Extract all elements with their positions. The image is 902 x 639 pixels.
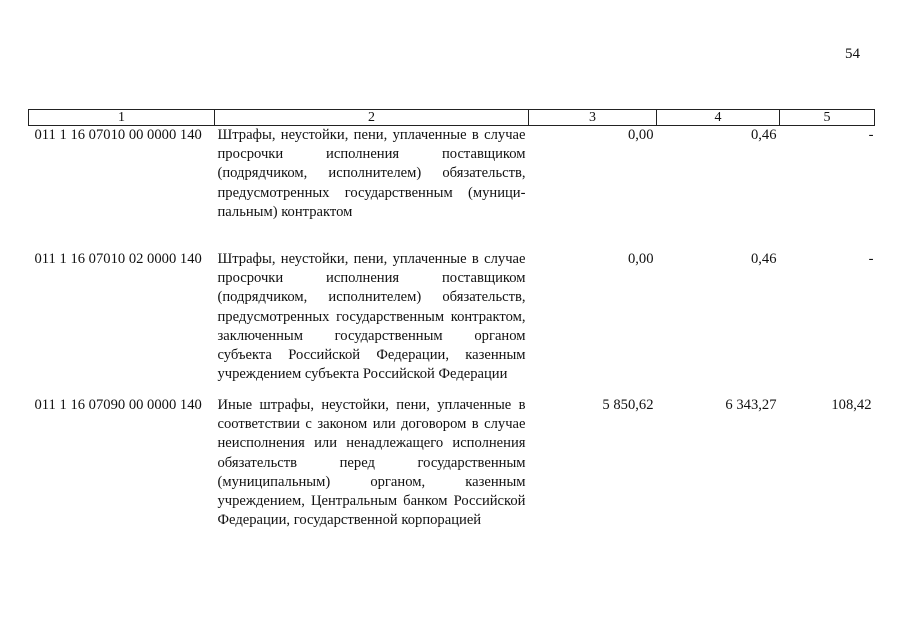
value-col-3: 0,00 <box>627 251 654 267</box>
budget-code: 011 1 16 07090 00 0000 140 <box>34 397 202 413</box>
value-col-5: - <box>868 251 874 267</box>
page-number: 54 <box>845 46 860 62</box>
revenue-table <box>28 109 875 546</box>
table-body <box>29 126 875 547</box>
value-col-4: 6 343,27 <box>725 397 777 413</box>
row-description: Иные штрафы, неустойки, пени, уплаченные в соответствии с законом или договором в случае неисполнения или ненадлежащего исполнения обязательств перед государственным (муниципальным) органом, казенным учреждением, Центральным банком Российской Федерации, государственной корпорацией <box>217 397 526 529</box>
row-description: Штрафы, неустойки, пени, уплаченные в случае просрочки исполнения поставщиком (подрядчиком, исполнителем) обязательств, предусмотренных государственным контрактом, заключенным государственным органом субъекта Российской Федерации, казенным учреждением субъекта Российской Федерации <box>217 251 526 383</box>
value-col-4: 0,46 <box>750 127 777 143</box>
value-col-4: 0,46 <box>750 251 777 267</box>
header-col-5: 5 <box>780 110 875 126</box>
value-col-3: 0,00 <box>627 127 654 143</box>
budget-code: 011 1 16 07010 02 0000 140 <box>34 251 202 267</box>
header-col-4: 4 <box>657 110 780 126</box>
header-col-3: 3 <box>529 110 657 126</box>
value-col-3: 5 850,62 <box>602 397 654 413</box>
header-row <box>29 110 875 126</box>
value-col-5: - <box>868 127 874 143</box>
table-row <box>29 250 875 396</box>
table-row <box>29 396 875 546</box>
budget-code: 011 1 16 07010 00 0000 140 <box>34 127 202 143</box>
table-header <box>29 110 875 126</box>
table-row <box>29 126 875 251</box>
value-col-5: 108,42 <box>831 397 872 413</box>
header-col-1: 1 <box>29 110 215 126</box>
row-description: Штрафы, неустойки, пени, уплаченные в случае просрочки исполнения поставщиком (подрядчиком, исполнителем) обязательств, предусмотренных государственным (муниципальным) контрактом <box>217 127 526 220</box>
header-col-2: 2 <box>215 110 529 126</box>
